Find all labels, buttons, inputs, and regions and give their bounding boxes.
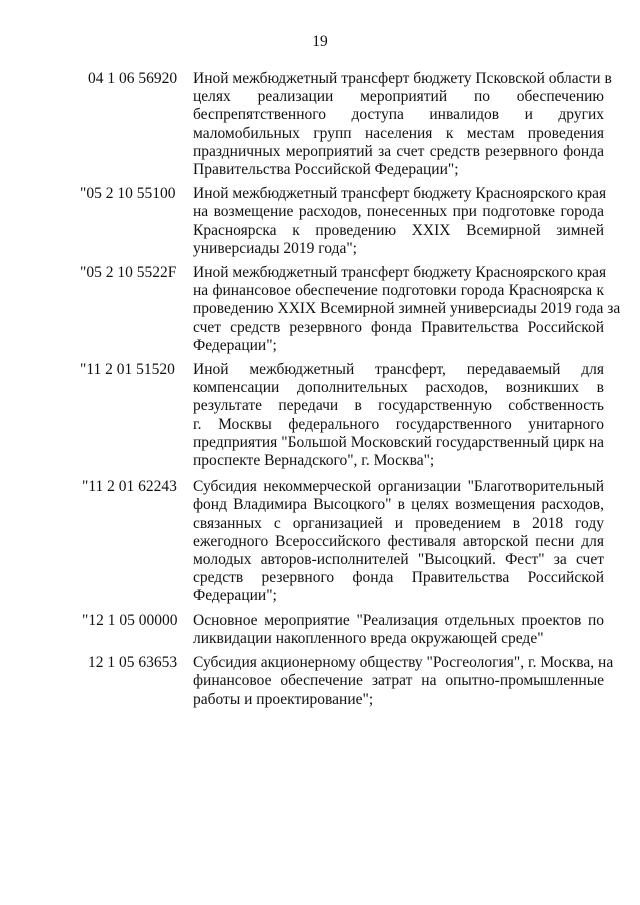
description-line: Иной межбюджетный трансферт бюджету Псковской области в [193,70,612,87]
description-line: компенсации дополнительных расходов, возникших в [193,379,604,397]
description-line: финансовое обеспечение затрат на опытно-промышленные [193,672,604,690]
entry-list [0,70,640,713]
description-line: средств резервного фонда Правительства Российской [193,569,604,587]
entry-description [193,70,612,179]
entry-12-1-05-00000 [0,612,640,648]
description-line: работы и проектирование"; [193,690,374,708]
entry-11-2-01-62243 [0,478,640,605]
description-line: универсиады 2019 года"; [193,239,357,257]
entry-description [193,654,614,709]
description-line: Субсидия акционерному обществу "Росгеология", г. Москва, на [193,654,614,672]
description-line: Основное мероприятие "Реализация отдельных проектов по [193,611,604,629]
description-line: праздничных мероприятий за счет средств резервного фонда [193,142,604,160]
entry-description [193,264,621,355]
description-line: Иной межбюджетный трансферт бюджету Красноярского края [193,185,607,203]
budget-code: "05 2 10 5522F [80,264,177,282]
description-line: результате передачи в государственную собственность [193,397,604,415]
description-line: Правительства Российской Федерации"; [193,161,459,179]
description-line: беспрепятственного доступа инвалидов и других [193,106,604,124]
entry-05-2-10-55100 [0,185,640,258]
description-line: проспекте Вернадского", г. Москва"; [193,452,435,470]
page-number: 19 [312,33,328,50]
description-line: ликвидации накопленного вреда окружающей среде" [193,629,544,647]
budget-code: 12 1 05 63653 [88,654,178,672]
description-line: предприятия "Большой Московский государственный цирк на [193,433,604,451]
entry-12-1-05-63653 [0,654,640,709]
description-line: на финансовое обеспечение подготовки города Красноярска к [193,282,604,300]
description-line: Федерации"; [193,336,277,354]
description-line: Иной межбюджетный трансферт бюджету Красноярского края [193,264,607,282]
entry-description [193,478,604,605]
budget-code: 04 1 06 56920 [88,70,178,87]
budget-code: "11 2 01 62243 [82,478,177,496]
description-line: связанных с организацией и проведением в 2018 году [193,514,604,532]
entry-description [193,185,607,258]
entry-description [193,612,604,648]
description-line: Красноярска к проведению XXIX Всемирной зимней [193,221,604,239]
description-line: Федерации"; [193,587,277,605]
entry-11-2-01-51520 [0,361,640,470]
description-line: г. Москвы федерального государственного унитарного [193,415,604,433]
description-line: фонд Владимира Высоцкого" в целях возмещения расходов, [193,496,604,514]
description-line: маломобильных групп населения к местам проведения [193,124,604,142]
budget-code: "05 2 10 55100 [80,185,176,203]
entry-05-2-10-5522f [0,264,640,355]
description-line: ежегодного Всероссийского фестиваля авторской песни для [193,532,604,550]
description-line: Иной межбюджетный трансферт, передаваемый для [193,361,604,379]
budget-code: "11 2 01 51520 [80,361,175,379]
description-line: проведению XXIX Всемирной зимней универсиады 2019 года за [193,300,621,318]
description-line: целях реализации мероприятий по обеспечению [193,88,604,106]
description-line: на возмещение расходов, понесенных при подготовке города [193,203,604,221]
description-line: молодых авторов-исполнителей "Высоцкий. Фест" за счет [193,551,604,569]
entry-04-1-06-56920 [0,70,640,179]
description-line: Субсидия некоммерческой организации "Благотворительный [193,478,604,496]
entry-description [193,361,604,470]
description-line: счет средств резервного фонда Правительства Российской [193,318,604,336]
budget-code: "12 1 05 00000 [82,611,178,629]
